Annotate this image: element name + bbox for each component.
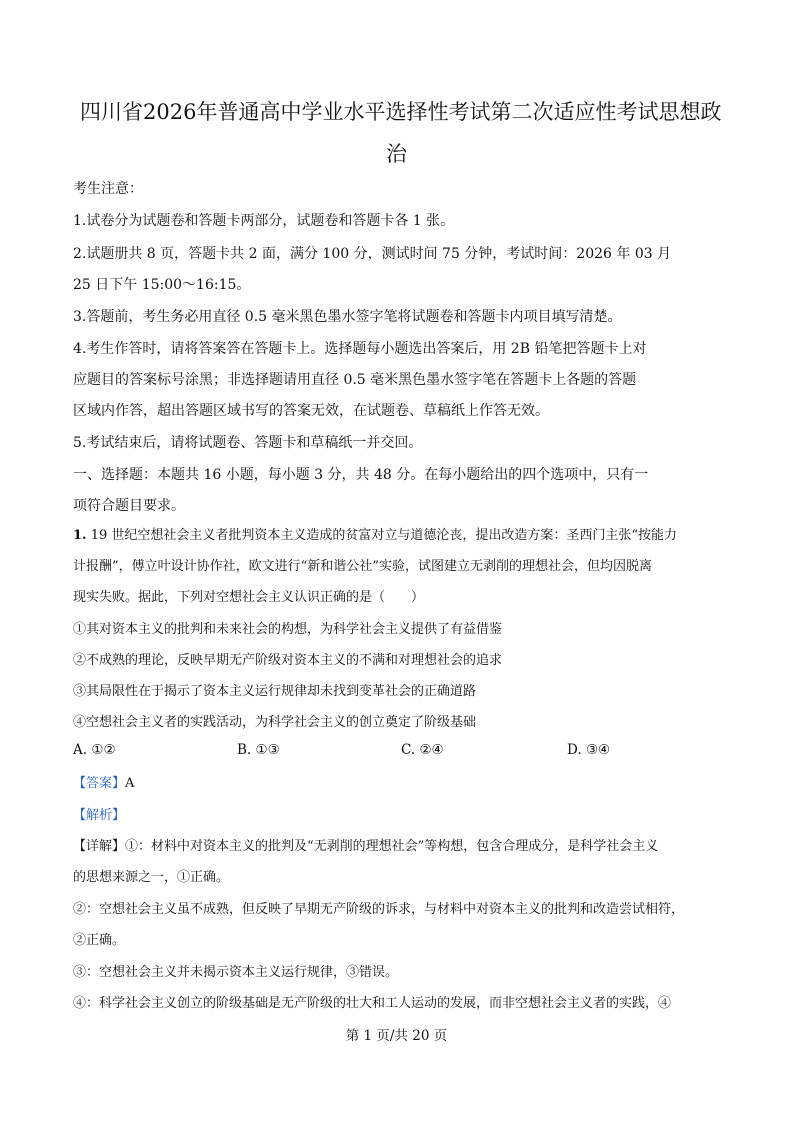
- detail-line: [73, 835, 658, 854]
- analysis-label: 【解析】: [73, 808, 126, 823]
- question-stem-line: 现实失败。据此，下列对空想社会主义认识正确的是（ ）: [73, 590, 425, 605]
- question-stem-line: 计报酬”，傅立叶设计协作社，欧文进行“新和谐公社”实验，试图建立无剥削的理想社会，但均因脱离: [73, 559, 652, 574]
- detail-line: ④：科学社会主义创立的阶级基础是无产阶级的壮大和工人运动的发展，而非空想社会主义者的实践，④: [73, 996, 672, 1011]
- notice-item: 应题目的答案标号涂黑；非选择题请用直径 0.5 毫米黑色墨水签字笔在答题卡上各题的答题: [73, 372, 637, 388]
- notice-heading: 考生注意：: [73, 181, 143, 197]
- detail-label: 【详解】: [73, 839, 126, 854]
- option-d: [567, 742, 610, 758]
- option-text: ①③: [255, 742, 280, 758]
- option-letter: A.: [73, 742, 88, 758]
- answer-line: [73, 772, 134, 791]
- statement: ③其局限性在于揭示了资本主义运行规律却未找到变革社会的正确道路: [73, 684, 477, 699]
- option-letter: C.: [401, 742, 416, 758]
- page-title-continued: 治: [386, 142, 407, 166]
- statement: ④空想社会主义者的实践活动，为科学社会主义的创立奠定了阶级基础: [73, 715, 477, 730]
- question-stem-line: 19 世纪空想社会主义者批判资本主义造成的贫富对立与道德沦丧，提出改造方案：圣西门主张“按能力: [90, 528, 678, 543]
- notice-item: 区域内作答，超出答题区域书写的答案无效，在试题卷、草稿纸上作答无效。: [73, 403, 549, 419]
- option-text: ①②: [91, 742, 116, 758]
- option-b: [237, 742, 280, 758]
- statement: ①其对资本主义的批判和未来社会的构想，为科学社会主义提供了有益借鉴: [73, 622, 503, 637]
- notice-item: 1.试卷分为试题卷和答题卡两部分，试题卷和答题卡各 1 张。: [73, 213, 455, 229]
- detail-line: 的思想来源之一，①正确。: [73, 870, 230, 885]
- detail-line: ②正确。: [73, 933, 126, 948]
- notice-item: 2.试题册共 8 页，答题卡共 2 面，满分 100 分，测试时间 75 分钟，考试时间：2026 年 03 月: [73, 246, 672, 262]
- option-text: ②④: [419, 742, 444, 758]
- section-heading: 一、选择题：本题共 16 小题，每小题 3 分，共 48 分。在每小题给出的四个选项中，只有一: [73, 467, 649, 483]
- detail-line: ②：空想社会主义虽不成熟，但反映了早期无产阶级的诉求，与材料中对资本主义的批判和改造尝试相符，: [73, 902, 685, 917]
- section-heading-continued: 项符合题目要求。: [73, 498, 185, 514]
- question-stem: [73, 524, 677, 543]
- notice-item: 5.考试结束后，请将试题卷、答题卡和草稿纸一并交回。: [73, 435, 423, 451]
- option-a: [73, 742, 116, 758]
- option-c: [401, 742, 444, 758]
- notice-item: 3.答题前，考生务必用直径 0.5 毫米黑色墨水签字笔将试题卷和答题卡内项目填写清楚。: [73, 309, 622, 325]
- page-footer: 第 1 页/共 20 页: [345, 1028, 448, 1044]
- answer-label: 【答案】: [73, 776, 126, 791]
- detail-line: ③：空想社会主义并未揭示资本主义运行规律，③错误。: [73, 965, 399, 980]
- option-letter: D.: [567, 742, 582, 758]
- option-letter: B.: [237, 742, 252, 758]
- question-number: 1.: [73, 528, 87, 543]
- answer-value: A: [125, 776, 135, 791]
- detail-text: ①：材料中对资本主义的批判及“无剥削的理想社会”等构想，包含合理成分，是科学社会主义: [125, 839, 659, 854]
- notice-item: 4.考生作答时，请将答案答在答题卡上。选择题每小题选出答案后，用 2B 铅笔把答题卡上对: [73, 341, 647, 357]
- page-title: 四川省2026年普通高中学业水平选择性考试第二次适应性考试思想政: [80, 100, 722, 124]
- notice-item: 25 日下午 15:00～16:15。: [73, 277, 251, 293]
- statement: ②不成熟的理论，反映早期无产阶级对资本主义的不满和对理想社会的追求: [73, 653, 503, 668]
- option-text: ③④: [585, 742, 611, 758]
